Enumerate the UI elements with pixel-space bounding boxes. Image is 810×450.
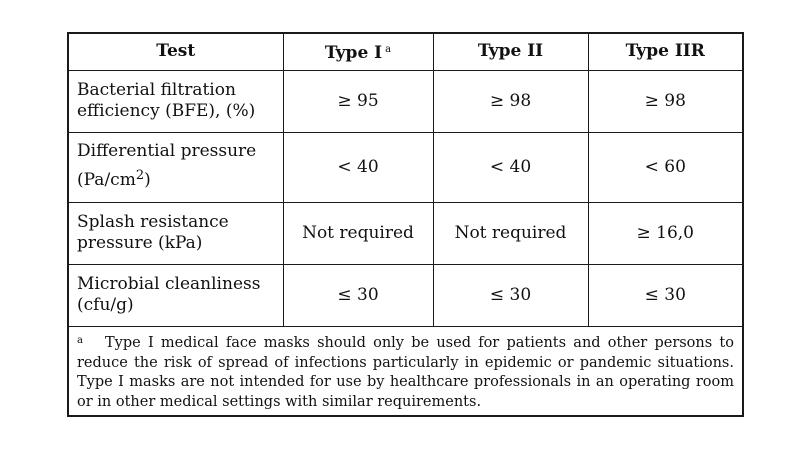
type-iir-value: ≥ 98: [588, 70, 742, 132]
table-header-row: [69, 34, 742, 70]
type-i-value: ≥ 95: [283, 70, 433, 132]
table-row: [69, 264, 742, 326]
type-ii-value: Not required: [433, 202, 588, 264]
type-i-value: < 40: [283, 132, 433, 202]
test-name-cell: Differential pressure $(Pa/cm^2)$: [69, 132, 283, 202]
type-i-value: Not required: [283, 202, 433, 264]
table-row: [69, 70, 742, 132]
table-footnote: [69, 325, 742, 415]
header-test: Test: [69, 34, 283, 70]
type-ii-value: ≥ 98: [433, 70, 588, 132]
table-row: [69, 202, 742, 264]
test-name-cell: Microbial cleanliness (cfu/g): [69, 264, 283, 326]
type-iir-value: ≥ 16,0: [588, 202, 742, 264]
type-iir-value: ≤ 30: [588, 264, 742, 326]
requirements-table-frame: [67, 32, 744, 417]
type-i-value: ≤ 30: [283, 264, 433, 326]
footnote-marker: a: [385, 44, 392, 56]
header-type-i: Type I $^a$: [283, 34, 433, 70]
mask-performance-table: [69, 34, 742, 327]
type-iir-value: < 60: [588, 132, 742, 202]
header-type-iir: Type IIR: [588, 34, 742, 70]
table-row: [69, 132, 742, 202]
type-ii-value: < 40: [433, 132, 588, 202]
footnote-text: Type I medical face masks should only be used for patients and other persons to reduce the risk of spread of infections particularly in epidemic or pandemic situations. Type I masks are not intended for use by healthcare professionals in an operating room or in other medical settings with similar requirements.: [77, 335, 734, 410]
footnote-marker: a: [77, 335, 83, 346]
header-type-ii: Type II: [433, 34, 588, 70]
test-name-cell: Bacterial filtration efficiency (BFE), (%): [69, 70, 283, 132]
test-name-cell: Splash resistance pressure (kPa): [69, 202, 283, 264]
type-ii-value: ≤ 30: [433, 264, 588, 326]
